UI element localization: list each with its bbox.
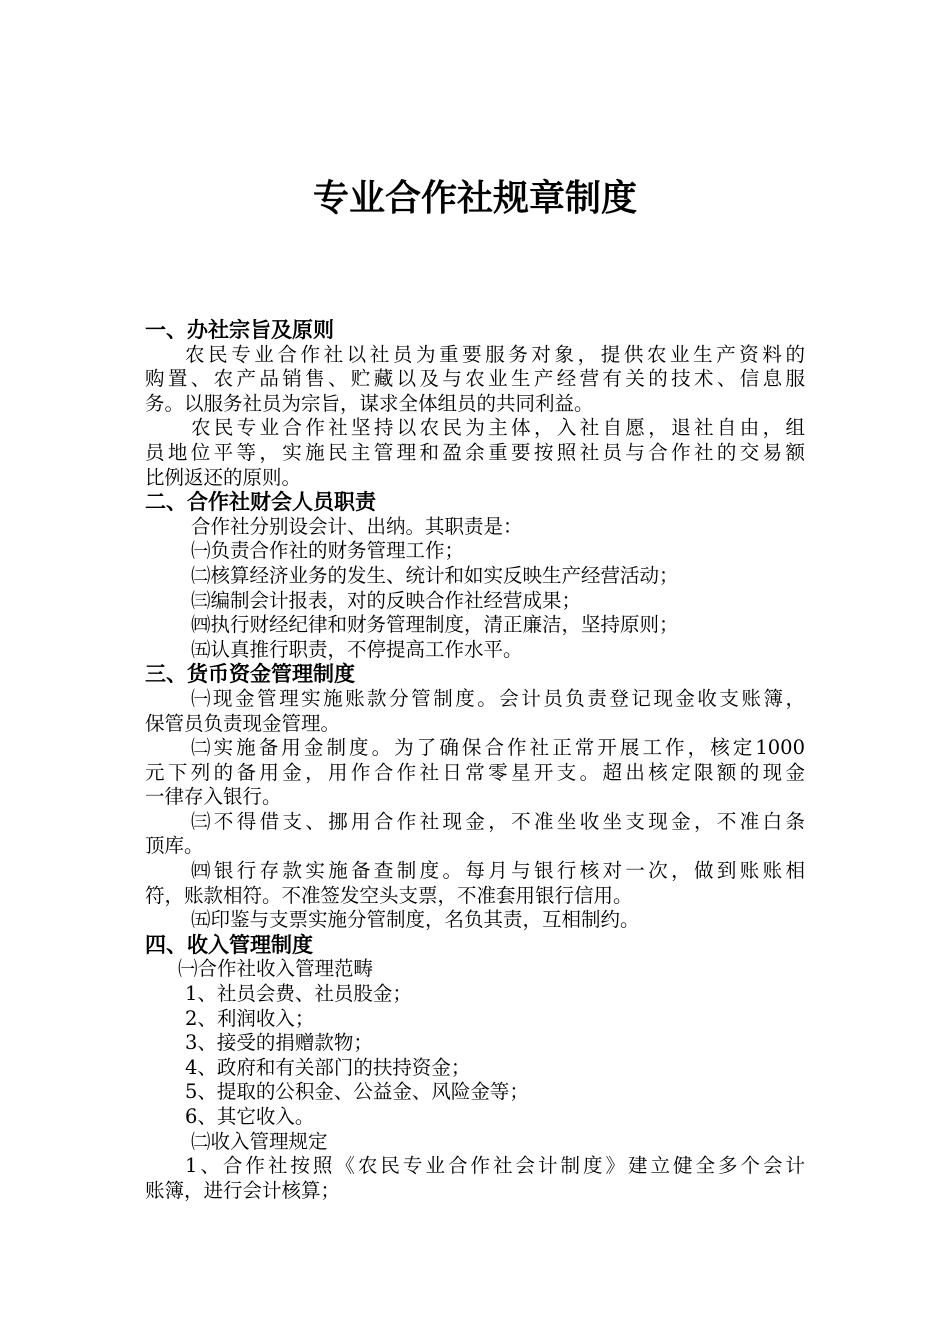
text-line: 农民专业合作社以社员为重要服务对象，提供农业生产资料的 <box>185 342 805 366</box>
text-line: 比例返还的原则。 <box>145 465 302 489</box>
text-line: 6、其它收入。 <box>185 1105 315 1128</box>
text-line: 1、合作社按照《农民专业合作社会计制度》建立健全多个会计 <box>185 1154 805 1178</box>
text-line: ㈣银行存款实施备查制度。每月与银行核对一次，做到账账相 <box>191 859 805 883</box>
text-line: ㈤印鉴与支票实施分管制度，名负其责，互相制约。 <box>191 908 640 932</box>
text-line: 务。以服务社员为宗旨，谋求全体组员的共同利益。 <box>145 391 594 415</box>
text-line: ㈡收入管理规定 <box>191 1129 328 1153</box>
text-line: ㈠现金管理实施账款分管制度。会计员负责登记现金收支账簿， <box>191 686 805 710</box>
text-line: 账簿，进行会计核算； <box>145 1178 341 1202</box>
text-line: 元下列的备用金，用作合作社日常零星开支。超出核定限额的现金 <box>145 760 805 784</box>
text-line: ㈡核算经济业务的发生、统计和如实反映生产经营活动； <box>191 563 679 587</box>
text-line: 购置、农产品销售、贮藏以及与农业生产经营有关的技术、信息服 <box>145 367 805 391</box>
text-line: 符，账款相符。不准签发空头支票，不准套用银行信用。 <box>145 883 633 907</box>
text-line: 3、接受的捐赠款物； <box>185 1031 373 1055</box>
text-line: 农民专业合作社坚持以农民为主体，入社自愿，退社自由，组 <box>191 416 805 440</box>
text-line: 员地位平等，实施民主管理和盈余重要按照社员与合作社的交易额 <box>145 440 805 464</box>
text-line: ㈣执行财经纪律和财务管理制度，清正廉洁，坚持原则； <box>191 613 679 637</box>
text-line: 一律存入银行。 <box>145 785 282 809</box>
text-line: 2、利润收入； <box>185 1006 315 1030</box>
text-line: 保管员负责现金管理。 <box>145 711 341 735</box>
page-title: 专业合作社规章制度 <box>312 178 637 219</box>
text-line: ㈢编制会计报表，对的反映合作社经营成果； <box>191 588 582 612</box>
text-line: 4、政府和有关部门的扶持资金； <box>185 1055 471 1079</box>
text-line: ㈤认真推行职责，不停提高工作水平。 <box>191 637 523 661</box>
section-heading: 四、收入管理制度 <box>145 932 313 957</box>
document-body <box>145 318 805 1203</box>
section-heading: 二、合作社财会人员职责 <box>145 490 376 515</box>
text-line: ㈢不得借支、挪用合作社现金，不准坐收坐支现金，不准白条 <box>191 809 805 833</box>
text-line: ㈠合作社收入管理范畴 <box>178 957 374 981</box>
text-line: ㈠负责合作社的财务管理工作； <box>191 539 465 563</box>
text-line: 5、提取的公积金、公益金、风险金等； <box>185 1080 529 1104</box>
text-line: 合作社分别设会计、出纳。其职责是： <box>191 514 523 538</box>
text-line: 1、社员会费、社员股金； <box>185 982 412 1006</box>
text-line: ㈡实施备用金制度。为了确保合作社正常开展工作，核定1000 <box>191 736 805 760</box>
section-heading: 三、货币资金管理制度 <box>145 662 355 687</box>
text-line: 顶库。 <box>145 834 204 858</box>
section-heading: 一、办社宗旨及原则 <box>145 318 334 342</box>
